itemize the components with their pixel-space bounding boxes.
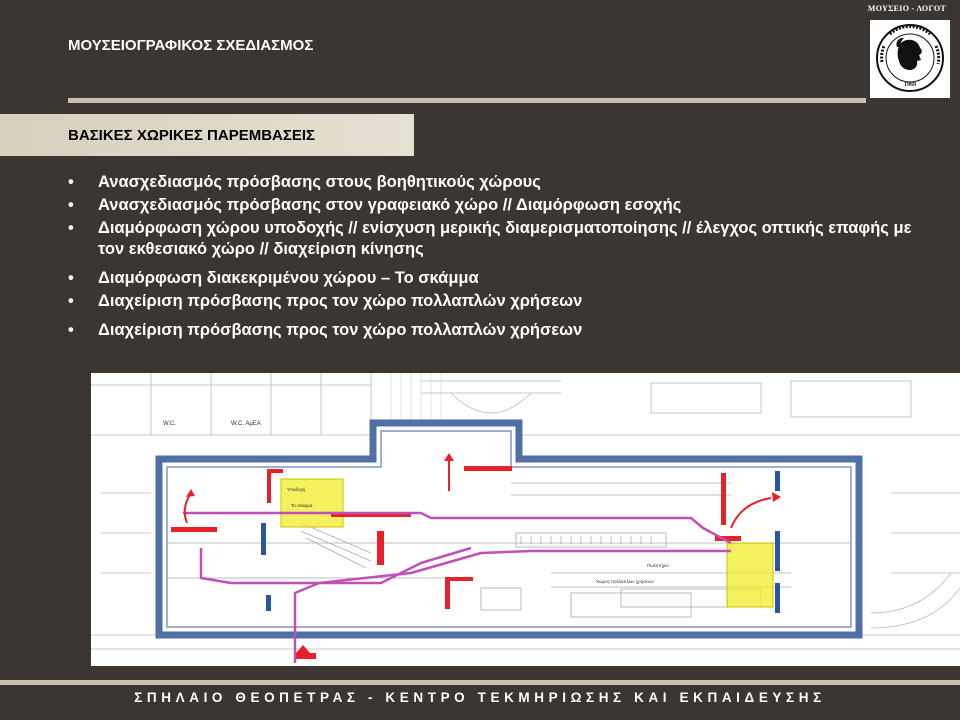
section-subtitle: ΒΑΣΙΚΕΣ ΧΩΡΙΚΕΣ ΠΑΡΕΜΒΑΣΕΙΣ — [68, 127, 316, 144]
footer-text: ΣΠΗΛΑΙΟ ΘΕΟΠΕΤΡΑΣ - ΚΕΝΤΡΟ ΤΕΚΜΗΡΙΩΣΗΣ ΚΑΙ ΕΚΠΑΙΔΕΥΣΗΣ — [134, 690, 826, 705]
floor-plan-drawing — [91, 373, 960, 666]
plan-label-pit: Το σκάμμα — [291, 503, 313, 508]
plan-label-wc-women: W.C. — [163, 421, 176, 427]
bullet-item: • Διαμόρφωση διακεκριμένου χώρου – Το σκάμμα — [66, 268, 926, 289]
bullet-list — [66, 172, 926, 343]
logo — [870, 20, 950, 98]
plan-label-counter: Πωλητήριο — [647, 563, 669, 568]
bullet-item: • Διαχείριση πρόσβασης προς τον χώρο πολλαπλών χρήσεων — [66, 291, 926, 312]
plan-hatching — [391, 373, 441, 423]
floor-plan — [91, 373, 960, 666]
bullet-item: • Ανασχεδιασμός πρόσβασης στον γραφειακό χώρο // Διαμόρφωση εσοχής — [66, 195, 926, 216]
logo-seal-icon — [870, 20, 950, 98]
header-divider — [68, 98, 866, 103]
plan-label-corridor: Χώρος πολλαπλών χρήσεων — [596, 579, 654, 584]
footer-divider — [0, 680, 960, 685]
plan-label-wc-men: W.C. AµΕΑ — [231, 421, 261, 427]
plan-label-reception: Υποδοχή — [287, 487, 306, 492]
highlight-zone-pit — [727, 543, 773, 607]
page-title: ΜΟΥΣΕΙΟΓΡΑΦΙΚΟΣ ΣΧΕΔΙΑΣΜΟΣ — [68, 37, 314, 54]
bullet-item: • Διαμόρφωση χώρου υποδοχής // ενίσχυση μερικής διαμερισματοποίησης // έλεγχος οπτικής επαφής με τον εκθεσιακό χώρο // διαχείριση κίνησης — [66, 218, 926, 260]
bullet-item: • Διαχείριση πρόσβασης προς τον χώρο πολλαπλών χρήσεων — [66, 320, 926, 341]
bullet-item: • Ανασχεδιασμός πρόσβασης στους βοηθητικούς χώρους — [66, 172, 926, 193]
logo-year: 1969 — [904, 82, 916, 88]
top-label: ΜΟΥΣΕΙΟ - ΛΟΓΟΤ — [867, 4, 946, 13]
